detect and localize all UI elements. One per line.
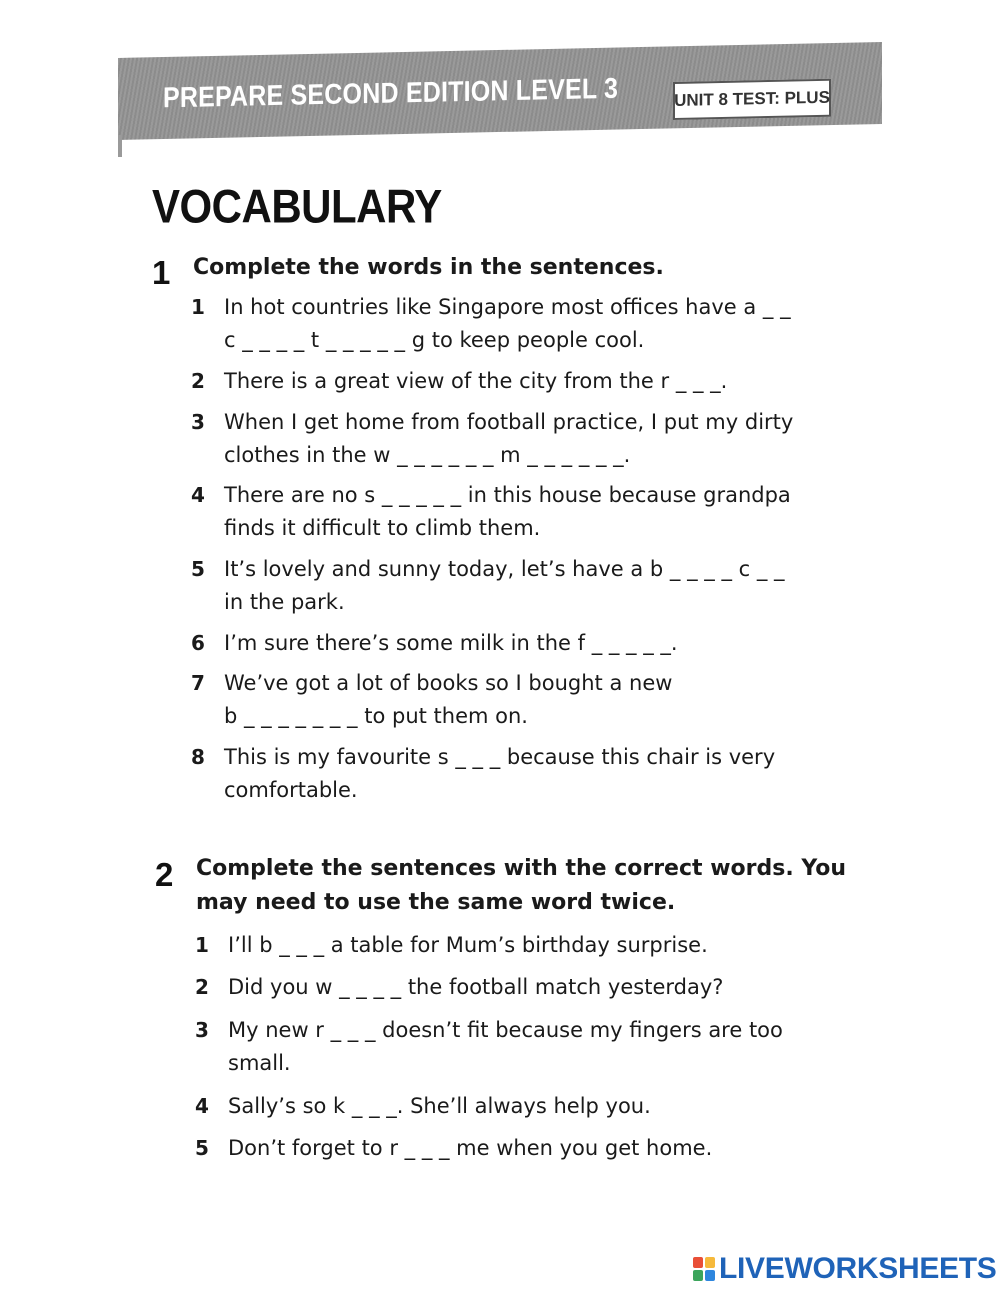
exercise-2-instruction-line-1: Complete the sentences with the correct words. You: [196, 856, 847, 881]
ex2-item-3-line-1: My new r _ _ _ doesn’t fit because my fingers are too: [228, 1018, 783, 1042]
ex2-item-2-line-1: Did you w _ _ _ _ the football match yesterday?: [228, 975, 724, 999]
ex1-item-7-line-1: We’ve got a lot of books so I bought a new: [224, 671, 673, 695]
logo-tile-4: [705, 1270, 715, 1281]
ex1-item-3-number: 3: [191, 410, 205, 434]
logo-tile-1: [693, 1257, 703, 1268]
ex1-item-8-line-2: comfortable.: [224, 778, 358, 802]
ex1-item-5-line-1: It’s lovely and sunny today, let’s have a b _ _ _ _ c _ _: [224, 557, 785, 581]
ex1-item-4-number: 4: [191, 483, 205, 507]
exercise-1-number: 1: [152, 254, 171, 291]
ex2-item-5-number: 5: [195, 1136, 209, 1160]
ex2-item-5-line-1: Don’t forget to r _ _ _ me when you get home.: [228, 1136, 713, 1160]
ex1-item-8-number: 8: [191, 745, 205, 769]
ex1-item-7-number: 7: [191, 671, 205, 695]
logo-text: LIVEWORKSHEETS: [719, 1252, 997, 1285]
ex1-item-1-number: 1: [191, 295, 205, 319]
exercise-2-number: 2: [155, 856, 174, 893]
exercise-1-instruction: Complete the words in the sentences.: [193, 255, 664, 280]
ex1-item-5-line-2: in the park.: [224, 590, 345, 614]
ex1-item-6-number: 6: [191, 631, 205, 655]
ex2-item-4-line-1: Sally’s so k _ _ _. She’ll always help you.: [228, 1094, 651, 1118]
logo-tile-3: [693, 1270, 703, 1281]
ex1-item-4-line-1: There are no s _ _ _ _ _ in this house because grandpa: [224, 483, 791, 507]
banner-edge: [118, 135, 122, 157]
ex1-item-1-line-1: In hot countries like Singapore most offices have a _ _: [224, 295, 791, 319]
book-title: PREPARE SECOND EDITION LEVEL 3: [163, 72, 619, 115]
ex1-item-7-line-2: b _ _ _ _ _ _ _ to put them on.: [224, 704, 528, 728]
ex2-item-3-line-2: small.: [228, 1051, 291, 1075]
logo-tile-2: [705, 1257, 715, 1268]
unit-badge: UNIT 8 TEST: PLUS: [673, 79, 831, 120]
section-title: VOCABULARY: [152, 180, 442, 233]
logo-tiles-icon: [693, 1257, 715, 1281]
ex1-item-3-line-2: clothes in the w _ _ _ _ _ _ m _ _ _ _ _ _.: [224, 443, 631, 467]
liveworksheets-logo[interactable]: [693, 1252, 997, 1286]
ex1-item-1-line-2: c _ _ _ _ t _ _ _ _ _ g to keep people cool.: [224, 328, 645, 352]
ex1-item-2-line-1: There is a great view of the city from the r _ _ _.: [224, 369, 728, 393]
ex2-item-1-line-1: I’ll b _ _ _ a table for Mum’s birthday surprise.: [228, 933, 708, 957]
ex1-item-5-number: 5: [191, 557, 205, 581]
ex1-item-8-line-1: This is my favourite s _ _ _ because this chair is very: [224, 745, 776, 769]
ex2-item-4-number: 4: [195, 1094, 209, 1118]
exercise-2-instruction-line-2: may need to use the same word twice.: [196, 890, 676, 915]
ex2-item-3-number: 3: [195, 1018, 209, 1042]
ex1-item-2-number: 2: [191, 369, 205, 393]
ex2-item-1-number: 1: [195, 933, 209, 957]
ex1-item-6-line-1: I’m sure there’s some milk in the f _ _ _ _ _.: [224, 631, 678, 655]
ex2-item-2-number: 2: [195, 975, 209, 999]
ex1-item-4-line-2: finds it difficult to climb them.: [224, 516, 541, 540]
ex1-item-3-line-1: When I get home from football practice, I put my dirty: [224, 410, 794, 434]
